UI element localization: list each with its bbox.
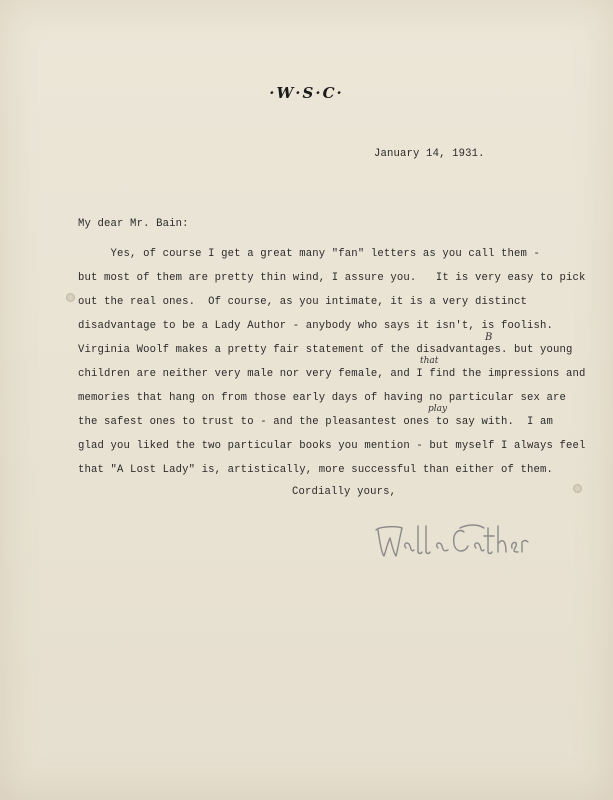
paper-hole (66, 293, 75, 302)
handwritten-insert-that: that (420, 356, 439, 366)
body-line: the safest ones to trust to - and the pleasantest ones to say with. I am (78, 416, 554, 428)
body-line: memories that hang on from those early days of having no particular sex are (78, 392, 567, 404)
body-line: that "A Lost Lady" is, artistically, more successful than either of them. (78, 464, 554, 476)
body-line: out the real ones. Of course, as you intimate, it is a very distinct (78, 296, 528, 308)
body-line: Virginia Woolf makes a pretty fair statement of the disadvantages. but young (78, 344, 573, 356)
handwritten-replace-play: play (428, 404, 448, 414)
handwritten-capital-b: B (485, 332, 493, 343)
paper-hole (573, 484, 582, 493)
signature-image (372, 514, 532, 564)
body-line: but most of them are pretty thin wind, I assure you. It is very easy to pick (78, 272, 586, 284)
body-line: disadvantage to be a Lady Author - anybody who says it isn't, is foolish. (78, 320, 554, 332)
letterhead-monogram: ·W·S·C· (269, 84, 344, 102)
body-line: children are neither very male nor very female, and I find the impressions and (78, 368, 586, 380)
body-line: Yes, of course I get a great many "fan" letters as you call them - (78, 248, 541, 260)
letter-date: January 14, 1931. (374, 148, 485, 160)
closing: Cordially yours, (292, 486, 397, 498)
body-line: glad you liked the two particular books you mention - but myself I always feel (78, 440, 586, 452)
salutation: My dear Mr. Bain: (78, 218, 189, 230)
